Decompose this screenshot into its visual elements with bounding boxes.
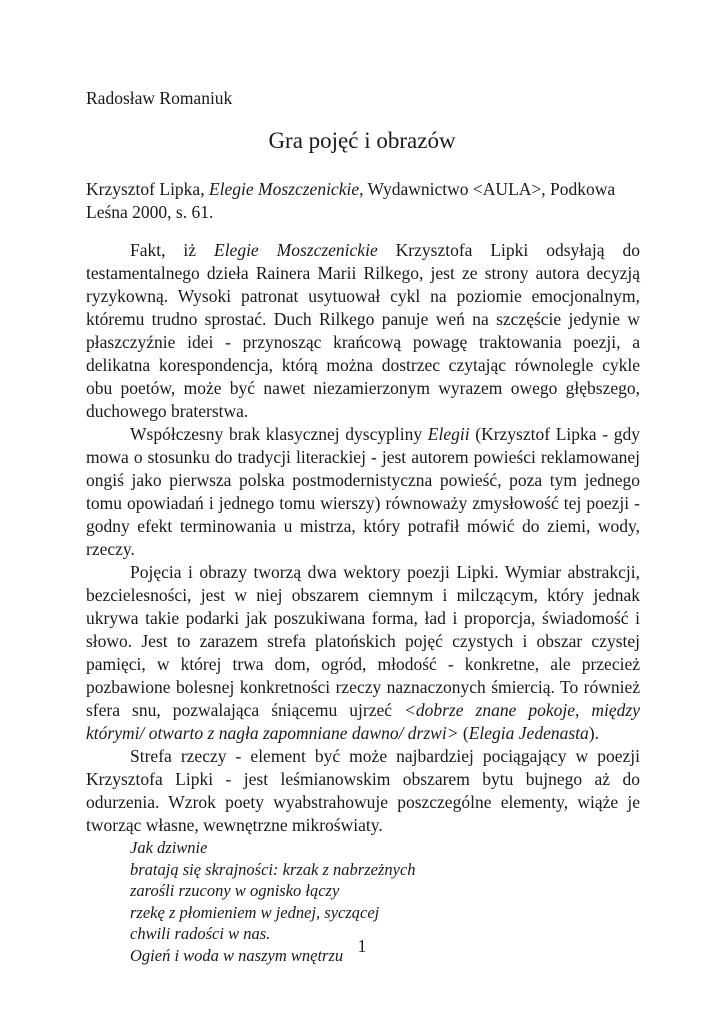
italic-title: Elegia Jedenasta [468, 723, 589, 743]
text-run: ). [588, 723, 599, 743]
paragraph-1 [86, 239, 640, 423]
text-run: Fakt, iż [130, 240, 214, 260]
book-author: Krzysztof Lipka, [86, 179, 209, 199]
paragraph-4: Strefa rzeczy - element być może najbardziej pociągający w poezji Krzysztofa Lipki - jest leśmianowskim obszarem bytu bujnego aż do odurzenia. Wzrok poety wyabstrahowuje poszczególne elementy, wiąże je tworząc własne, wewnętrzne mikroświaty. [86, 746, 640, 835]
text-run: Krzysztofa Lipki odsyłają do testamentalnego dzieła Rainera Marii Rilkego, jest ze strony autora decyzją ryzykowną. Wysoki patronat usytuował cykl na poziomie emocjonalnym, któremu trudno sprostać. Duch Rilkego panuje weń na szczęście jedynie w płaszczyźnie idei - przynosząc krańcową powagę traktowania poezji, a delikatna korespondencja, którą można dostrzec czytając równolegle cykle obu poetów, może być nawet niezamierzonym wyrazem owego głębszego, duchowego braterstwa. [86, 240, 640, 421]
page-number: 1 [357, 936, 367, 956]
poem-line: Jak dziwnie [130, 838, 208, 857]
text-run: Współczesny brak klasycznej dyscypliny [130, 424, 428, 444]
paragraph-2 [86, 423, 640, 561]
article-title: Gra pojęć i obrazów [268, 128, 456, 153]
book-title: Elegie Moszczenickie [208, 179, 360, 199]
italic-title: Elegie Moszczenickie [214, 240, 378, 260]
italic-title: Elegii [427, 424, 470, 444]
text-run: ( [458, 723, 469, 743]
italic-quote: <dobrze znane pokoje, między którymi/ otwarto z nagła zapomniane dawno/ drzwi> [86, 700, 640, 743]
poem-line: rzekę z płomieniem w jednej, syczącej [130, 902, 380, 922]
bibliographic-note [86, 178, 640, 224]
poem-line: bratają się skrajności: krzak z nabrzeżnych [130, 859, 416, 879]
text-run: (Krzysztof Lipka - gdy mowa o stosunku do tradycji literackiej - jest autorem powieści reklamowanej ongiś jako pierwsza polska postmodernistyczna powieść, poza tym jednego tomu opowiadań i jednego tomu wierszy) równoważy zmysłowość tej poezji - godny efekt terminowania u mistrza, który potrafił mówić do ziemi, wody, rzeczy. [86, 424, 640, 559]
publisher-info: , Wydawnictwo <AULA>, Podkowa Leśna 2000, s. 61. [86, 179, 616, 222]
paragraph-3 [86, 561, 640, 745]
article-body [86, 239, 640, 966]
poem-line: zarośli rzucony w ognisko łączy [130, 881, 340, 900]
poem-line: Ogień i woda w naszym wnętrzu [130, 945, 344, 965]
text-run: Pojęcia i obrazy tworzą dwa wektory poezji Lipki. Wymiar abstrakcji, bezcielesności, jest w niej obszarem ciemnym i milczącym, który jednak ukrywa takie podarki jak poszukiwana forma, ład i proporcja, świadomość i słowo. Jest to zarazem strefa platońskich pojęć czystych i obszar czystej pamięci, w której trwa dom, ogród, młodość - konkretne, ale przecież pozbawione bolesnej konkretności rzeczy naznaczonych śmiercią. To również sfera snu, pozwalająca śniącemu ujrzeć [86, 562, 640, 720]
article-author: Radosław Romaniuk [86, 88, 233, 108]
poem-line: chwili radości w nas. [130, 924, 271, 943]
